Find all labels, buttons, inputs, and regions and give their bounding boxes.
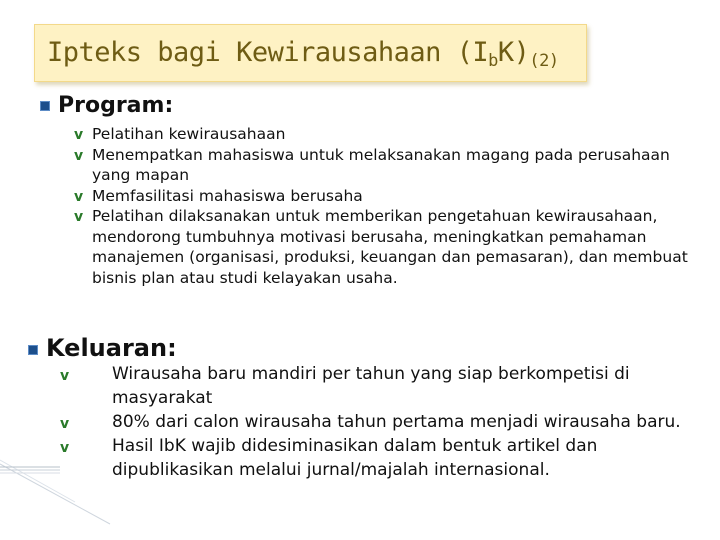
list-item: v Pelatihan kewirausahaan	[72, 124, 702, 145]
diamond-bullet-icon: v	[60, 368, 70, 384]
list-item: v Wirausaha baru mandiri per tahun yang siap berkompetisi di masyarakat	[60, 364, 630, 408]
square-bullet-icon	[40, 101, 50, 111]
diamond-bullet-icon: v	[60, 416, 70, 432]
program-heading: Program:	[58, 93, 174, 118]
square-bullet-icon	[28, 345, 38, 355]
list-item: v Pelatihan dilaksanakan untuk memberikan pengetahuan kewirausahaan, mendorong tumbuhnya motivasi berusaha, meningkatkan pemahaman manajemen (organisasi, produksi, keuangan dan pemasaran), dan membuat bisnis plan atau studi kelayakan usaha.	[74, 207, 688, 287]
diamond-bullet-icon: v	[60, 440, 70, 456]
diamond-bullet-icon: v	[74, 147, 84, 164]
list-item: v Menempatkan mahasiswa untuk melaksanakan magang pada perusahaan yang mapan	[74, 145, 670, 184]
diamond-bullet-icon: v	[74, 209, 84, 225]
program-list	[72, 124, 702, 288]
list-item: v 80% dari calon wirausaha tahun pertama menjadi wirausaha baru.	[60, 410, 690, 434]
keluaran-list	[60, 362, 690, 482]
list-item: v Hasil IbK wajib didesiminasikan dalam bentuk artikel dan dipublikasikan melalui jurnal/majalah internasional.	[60, 436, 598, 480]
diamond-bullet-icon: v	[74, 127, 84, 143]
slide-title: Ipteks bagi Kewirausahaan $(I_bK)_{(2)}$	[47, 37, 559, 71]
title-box	[34, 24, 587, 82]
list-item: v Memfasilitasi mahasiswa berusaha	[72, 186, 702, 207]
keluaran-heading: Keluaran:	[46, 334, 177, 362]
diamond-bullet-icon: v	[74, 188, 84, 205]
